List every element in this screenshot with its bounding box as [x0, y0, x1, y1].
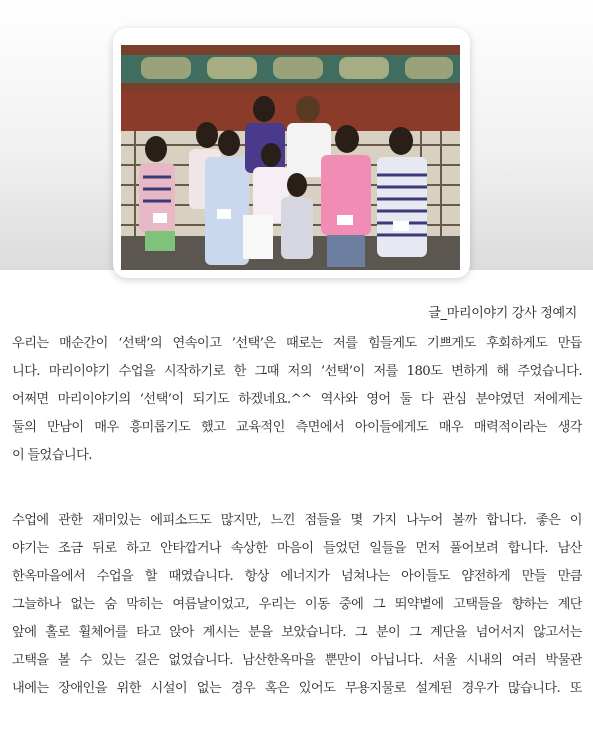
text-line: 야기는 조금 뒤로 하고 안타깝거나 속상한 마음이 들었던 일들을 먼저 풀어보려 합니다. 남산	[12, 541, 582, 556]
text-line: 앞에 홀로 휠체어를 타고 앉아 계시는 분을 보았습니다. 그 분이 그 계단을 넘어서지 않고서는	[12, 625, 582, 640]
text-line: 이 들었습니다.	[12, 448, 92, 463]
text-line: 둘의 만남이 매우 흥미롭기도 했고 교육적인 측면에서 아이들에게도 매우 매력적이라는 생각	[12, 420, 582, 435]
text-line: 그늘하나 없는 숨 막히는 여름날이었고, 우리는 이동 중에 그 뙤약볕에 고택들을 향하는 계단	[12, 597, 582, 612]
group-photo	[121, 45, 460, 270]
text-line: 우리는 매순간이 ‘선택’의 연속이고 ’선택’은 때로는 저를 힘들게도 기쁘게도 후회하게도 만듭	[12, 336, 582, 351]
paragraph-gap	[12, 470, 582, 507]
paragraph-2	[12, 507, 582, 703]
text-line: 니다. 마리이야기 수업을 시작하기로 한 그때 저의 ’선택’이 저를 180도 변하게 해 주었습니다.	[12, 364, 582, 379]
article-body	[12, 330, 582, 703]
text-line: 어쩌면 마리이야기의 ‘선택’이 되기도 하겠네요.^^ 역사와 영어 둘 다 관심 분야였던 저에게는	[12, 392, 582, 407]
text-line: 내에는 장애인을 위한 시설이 없는 경우 혹은 있어도 무용지물로 설계된 경우가 많습니다. 또	[12, 681, 582, 696]
text-line: 수업에 관한 재미있는 에피소드도 많지만, 느낀 점들을 몇 가지 나누어 볼까 합니다. 좋은 이	[12, 513, 582, 528]
paragraph-1	[12, 330, 582, 470]
text-line: 고택을 볼 수 있는 길은 없었습니다. 남산한옥마을 뿐만이 아닙니다. 서울 시내의 여러 박물관	[12, 653, 582, 668]
text-line: 한옥마을에서 수업을 할 때였습니다. 항상 에너지가 넘쳐나는 아이들도 얌전하게 만들 만큼	[12, 569, 582, 584]
author-byline: 글_마리이야기 강사 정예지	[428, 306, 577, 321]
